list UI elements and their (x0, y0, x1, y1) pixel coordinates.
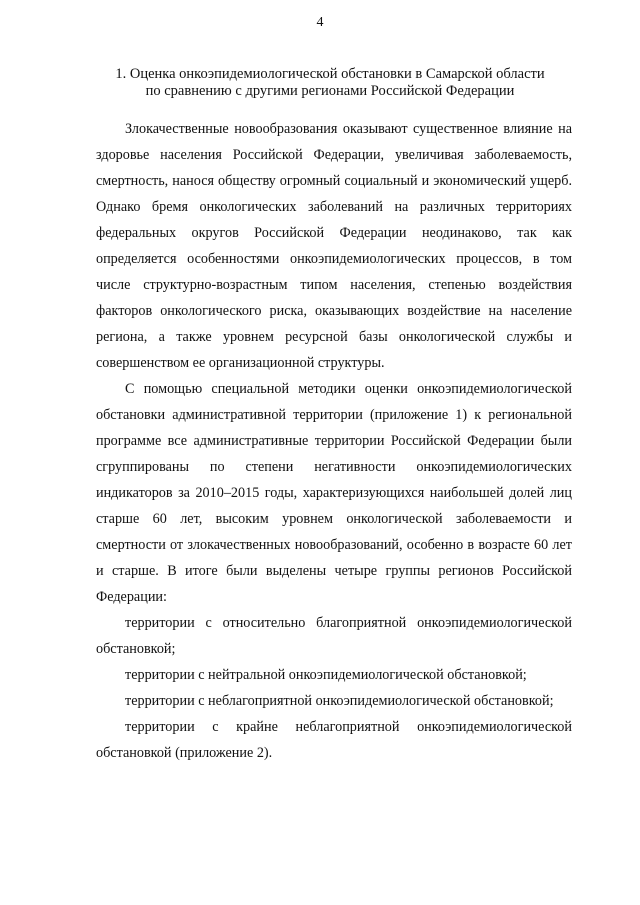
section-heading (90, 66, 570, 100)
list-item-3: территории с неблагоприятной онкоэпидемиологической обстановкой; (125, 693, 554, 709)
section-heading-line-2: по сравнению с другими регионами Российской Федерации (145, 83, 515, 99)
section-heading-line-1: 1. Оценка онкоэпидемиологической обстановки в Самарской области (115, 66, 545, 82)
list-item-2: территории с нейтральной онкоэпидемиологической обстановкой; (125, 667, 527, 683)
list-item-4: территории с крайне неблагоприятной онкоэпидемиологической обстановкой (приложение 2). (96, 719, 572, 761)
page-number: 4 (316, 15, 324, 30)
document-body (96, 116, 572, 766)
list-item-1: территории с относительно благоприятной онкоэпидемиологической обстановкой; (96, 615, 572, 657)
paragraph-1: Злокачественные новообразования оказывают существенное влияние на здоровье населения Российской Федерации, увеличивая заболеваемость, смертность, нанося обществу огромный социальный и экономический ущерб. Однако бремя онкологических заболеваний на различных территориях федеральных округов Российской Федерации неодинаково, так как определяется особенностями онкоэпидемиологических процессов, в том числе структурно-возрастным типом населения, степенью воздействия факторов онкологического риска, оказывающих воздействие на население региона, а также уровнем ресурсной базы онкологической службы и совершенством ее организационной структуры. (96, 121, 572, 371)
paragraph-2: С помощью специальной методики оценки онкоэпидемиологической обстановки административной территории (приложение 1) к региональной программе все административные территории Российской Федерации были сгруппированы по степени негативности онкоэпидемиологических индикаторов за 2010–2015 годы, характеризующихся наибольшей долей лиц старше 60 лет, высоким уровнем онкологической заболеваемости и смертности от злокачественных новообразований, особенно в возрасте 60 лет и старше. В итоге были выделены четыре группы регионов Российской Федерации: (96, 381, 572, 605)
